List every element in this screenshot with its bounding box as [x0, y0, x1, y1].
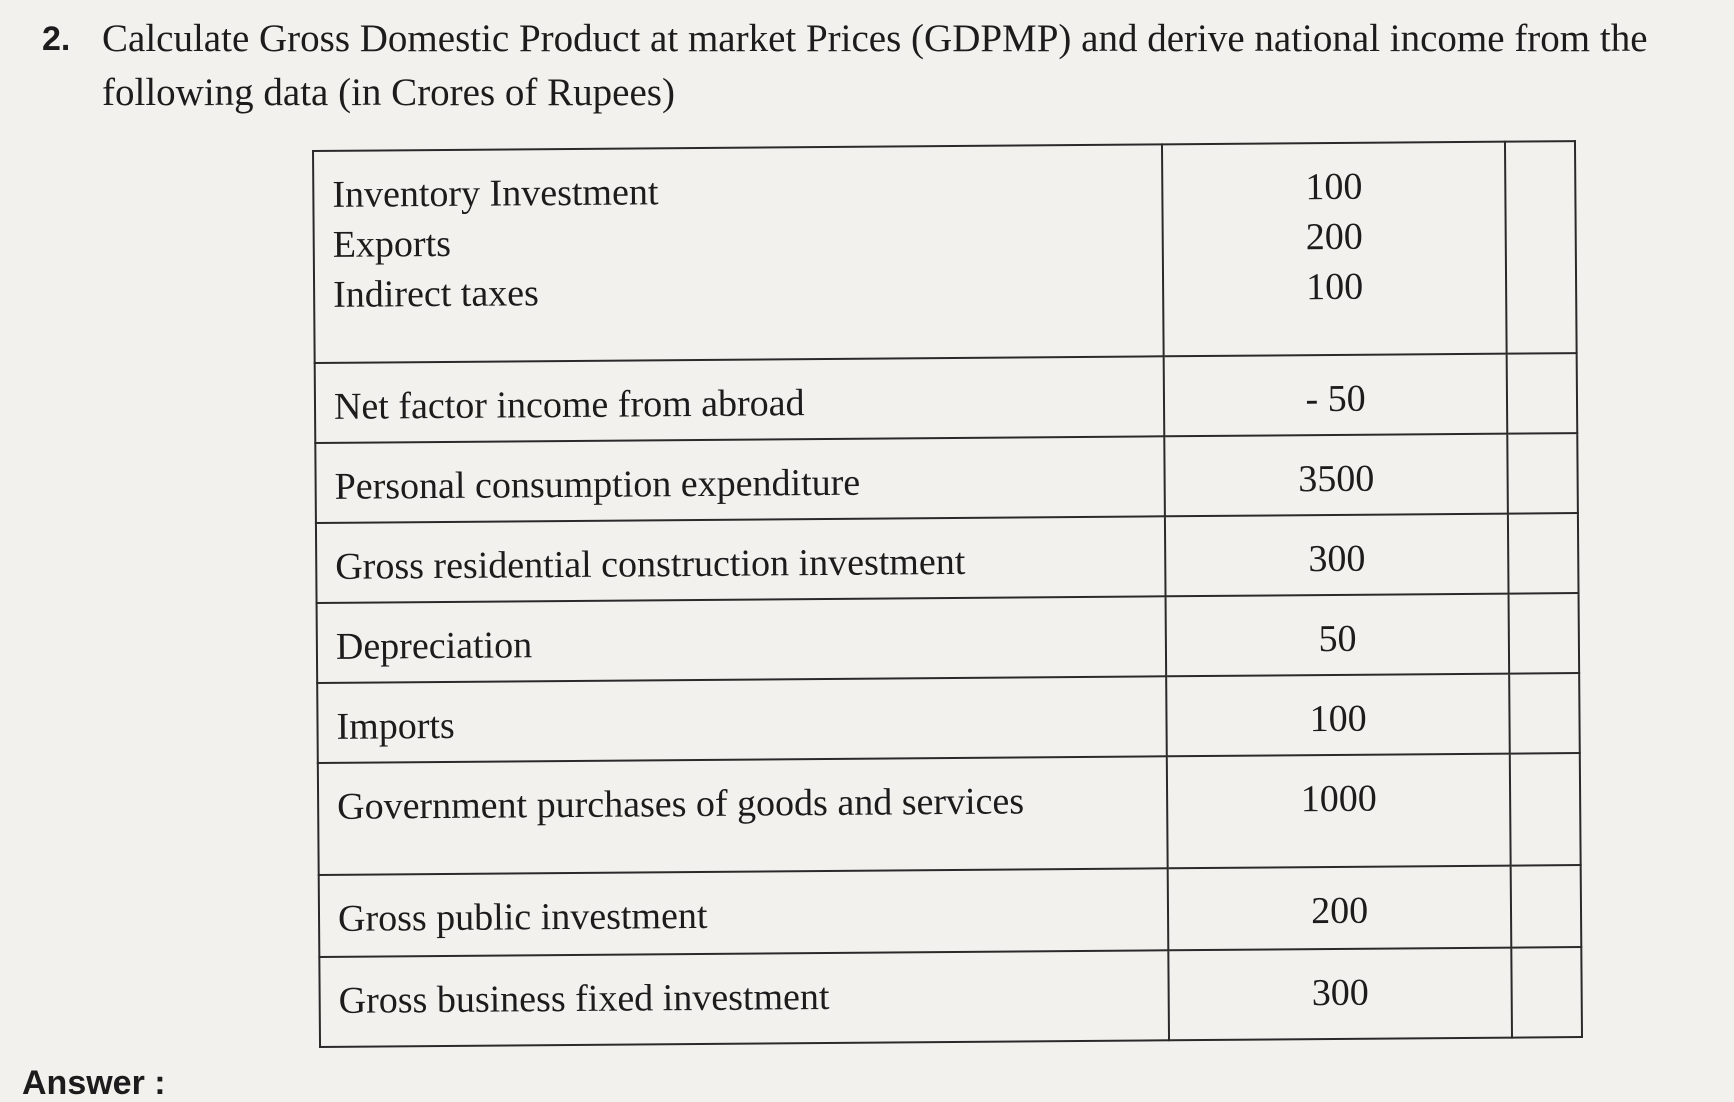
table-row — [315, 433, 1578, 523]
row-label-cell — [315, 356, 1165, 443]
table-row — [319, 865, 1582, 957]
row-label: Depreciation — [335, 624, 533, 668]
table-row — [317, 593, 1580, 683]
row-value: 200 — [1305, 215, 1363, 259]
table-row — [313, 141, 1577, 363]
row-label-cell — [318, 756, 1168, 875]
blank-cell — [1508, 513, 1579, 594]
row-label-cell — [316, 516, 1166, 603]
blank-cell — [1511, 865, 1582, 948]
row-label: Indirect taxes — [332, 272, 540, 316]
row-label-cell — [319, 950, 1169, 1047]
row-value-cell — [1164, 354, 1507, 437]
row-label: Imports — [336, 704, 455, 748]
table-row — [315, 353, 1578, 443]
row-label: Gross public investment — [337, 894, 708, 940]
row-value-cell — [1165, 514, 1508, 597]
table-row — [316, 513, 1579, 603]
row-label: Inventory Investment — [332, 171, 659, 216]
question-text: Calculate Gross Domestic Product at market Prices (GDPMP) and derive national income from the following data (in Crores of Rupees) — [102, 17, 1648, 114]
blank-cell — [1511, 947, 1582, 1038]
data-table — [312, 140, 1583, 1048]
question — [42, 12, 1702, 120]
row-value: 1000 — [1300, 777, 1377, 821]
blank-cell — [1510, 753, 1581, 866]
blank-cell — [1505, 141, 1577, 354]
row-label: Gross business fixed investment — [338, 975, 830, 1022]
row-value: 100 — [1306, 265, 1364, 309]
table-row — [317, 673, 1580, 763]
row-value: 100 — [1309, 697, 1367, 741]
row-value: - 50 — [1305, 377, 1366, 421]
row-value-cell — [1168, 866, 1511, 951]
answer-heading: Answer : — [22, 1064, 166, 1102]
row-value: 100 — [1305, 165, 1363, 209]
row-value: 300 — [1308, 537, 1366, 581]
row-value-cell — [1167, 754, 1510, 869]
question-number: 2. — [42, 20, 71, 58]
row-value: 50 — [1318, 617, 1357, 661]
row-value-cell — [1165, 434, 1508, 517]
row-label-cell — [315, 436, 1165, 523]
blank-cell — [1509, 673, 1580, 754]
blank-cell — [1507, 353, 1578, 434]
row-value: 200 — [1310, 889, 1369, 933]
row-value: 300 — [1311, 971, 1369, 1015]
row-label: Exports — [332, 222, 452, 266]
row-value-cell — [1169, 948, 1512, 1041]
row-label-cell — [317, 596, 1167, 683]
table-row — [318, 753, 1581, 875]
row-value-cell — [1162, 142, 1506, 357]
row-label-cell — [317, 676, 1167, 763]
row-label: Gross residential construction investment — [335, 540, 966, 588]
row-value-cell — [1166, 594, 1509, 677]
table-row — [319, 947, 1582, 1047]
row-label: Personal consumption expenditure — [334, 461, 861, 508]
row-value-cell — [1167, 674, 1510, 757]
blank-cell — [1507, 433, 1578, 514]
row-label-cell — [313, 144, 1164, 363]
row-label: Government purchases of goods and services — [336, 780, 1025, 828]
data-table-wrapper — [312, 140, 1583, 1048]
blank-cell — [1508, 593, 1579, 674]
row-value: 3500 — [1298, 457, 1375, 501]
row-label: Net factor income from abroad — [333, 382, 805, 428]
row-label-cell — [319, 868, 1169, 957]
